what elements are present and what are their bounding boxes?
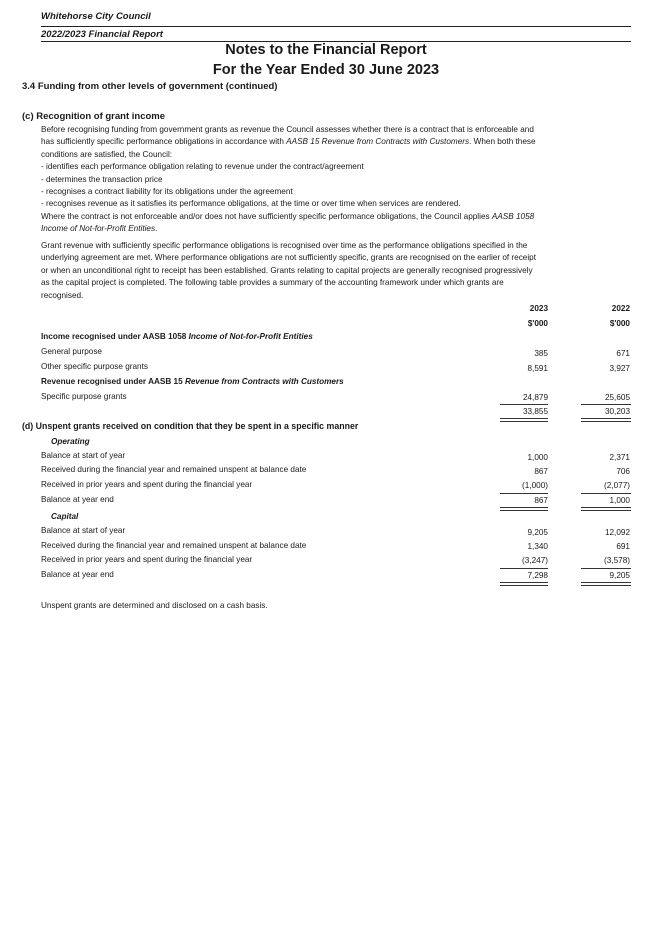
op-spent-label: Received in prior years and spent during the financial year	[41, 480, 253, 489]
cap-received-2022: 691	[616, 542, 630, 551]
total-rule	[581, 507, 631, 511]
general-purpose-label: General purpose	[41, 347, 102, 356]
grant-revenue-paragraph	[41, 240, 631, 302]
op-end-label: Balance at year end	[41, 495, 114, 504]
specific-purpose-2022: 25,605	[604, 393, 630, 402]
text: Revenue recognised under AASB 15	[41, 377, 185, 386]
total-rule	[500, 507, 548, 511]
capital-label: Capital	[51, 512, 79, 521]
other-specific-2023: 8,591	[527, 364, 548, 373]
col-2023-unit: $'000	[527, 319, 548, 328]
subtotal-rule	[581, 404, 631, 405]
general-purpose-2023: 385	[534, 349, 548, 358]
recognition-paragraph	[41, 124, 631, 236]
cap-spent-label: Received in prior years and spent during the financial year	[41, 555, 253, 564]
cap-end-2023: 7,298	[527, 571, 548, 580]
other-specific-2022: 3,927	[609, 364, 630, 373]
para-line: as the capital project is completed. The following table provides a summary of the accounting framework under which grants are	[41, 278, 504, 288]
total-rule	[500, 418, 548, 422]
bullet-item: - recognises a contract liability for its obligations under the agreement	[41, 187, 293, 197]
income-total-2023: 33,855	[522, 407, 548, 416]
subtotal-rule	[500, 568, 548, 569]
income-total-2022: 30,203	[604, 407, 630, 416]
cap-start-label: Balance at start of year	[41, 526, 126, 535]
para-line: or when an unconditional right to receipt has been established. Grants relating to capital projects are generally recognised progressively	[41, 265, 533, 275]
bullet-item: - determines the transaction price	[41, 174, 163, 184]
op-start-2022: 2,371	[609, 453, 630, 462]
standard-reference: AASB 1058	[491, 211, 535, 221]
specific-purpose-2023: 24,879	[522, 393, 548, 402]
bullet-item: - recognises revenue as it satisfies its performance obligations, at the time or over time when services are rendered.	[41, 199, 461, 209]
text: . When both these	[469, 137, 536, 147]
other-specific-label: Other specific purpose grants	[41, 362, 148, 371]
cap-start-2022: 12,092	[604, 528, 630, 537]
text: Income recognised under AASB 1058	[41, 332, 189, 341]
para-line: underlying agreement are met. Where performance obligations are not sufficiently specific, grants are recognised on the earlier of receipt	[41, 253, 536, 263]
para-line: Grant revenue with sufficiently specific performance obligations is recognised over time as the performance obligations specified in the	[41, 241, 528, 250]
para-line	[41, 223, 631, 235]
subsection-d-heading: (d) Unspent grants received on condition that they be spent in a specific manner	[22, 421, 359, 431]
cap-received-2023: 1,340	[527, 542, 548, 551]
op-received-label: Received during the financial year and remained unspent at balance date	[41, 465, 307, 474]
section-title: 3.4 Funding from other levels of government (continued)	[22, 81, 278, 92]
op-spent-2023: (1,000)	[522, 481, 548, 490]
cap-received-label: Received during the financial year and remained unspent at balance date	[41, 541, 307, 550]
para-line: conditions are satisfied, the Council:	[41, 149, 173, 159]
page-title: Notes to the Financial Report	[225, 42, 427, 58]
income-heading	[41, 332, 313, 341]
para-line	[41, 211, 631, 223]
para-line	[41, 136, 631, 148]
subtotal-rule	[500, 404, 548, 405]
header-divider	[41, 26, 631, 27]
para-line: recognised.	[41, 290, 84, 300]
page-subtitle: For the Year Ended 30 June 2023	[212, 62, 440, 78]
subtotal-rule	[581, 493, 631, 494]
operating-label: Operating	[51, 437, 90, 446]
text: Where the contract is not enforceable and/or does not have sufficiently specific performance obligations, the Council applies	[41, 211, 492, 221]
text: has sufficiently specific performance obligations in accordance with	[41, 137, 287, 147]
standard-reference: Revenue from Contracts with Customers	[184, 377, 344, 386]
text: .	[155, 224, 158, 234]
subtotal-rule	[581, 568, 631, 569]
col-2023-year: 2023	[529, 304, 548, 313]
standard-reference: AASB 15 Revenue from Contracts with Customers	[286, 137, 470, 147]
total-rule	[581, 582, 631, 586]
subtotal-rule	[500, 493, 548, 494]
cap-spent-2023: (3,247)	[522, 556, 548, 565]
standard-reference: Income of Not-for-Profit Entities	[41, 224, 156, 234]
council-name: Whitehorse City Council	[41, 11, 151, 22]
op-received-2022: 706	[616, 467, 630, 476]
specific-purpose-label: Specific purpose grants	[41, 392, 127, 401]
total-rule	[500, 582, 548, 586]
standard-reference: Income of Not-for-Profit Entities	[188, 332, 313, 341]
op-start-label: Balance at start of year	[41, 451, 126, 460]
op-spent-2022: (2,077)	[604, 481, 630, 490]
general-purpose-2022: 671	[616, 349, 630, 358]
col-2022-unit: $'000	[609, 319, 630, 328]
op-start-2023: 1,000	[527, 453, 548, 462]
cap-start-2023: 9,205	[527, 528, 548, 537]
op-end-2022: 1,000	[609, 496, 630, 505]
total-rule	[581, 418, 631, 422]
bullet-item: - identifies each performance obligation relating to revenue under the contract/agreement	[41, 162, 364, 172]
cap-end-2022: 9,205	[609, 571, 630, 580]
para-line: Before recognising funding from government grants as revenue the Council assesses whether there is a contract that is enforceable and	[41, 125, 534, 134]
cap-end-label: Balance at year end	[41, 570, 114, 579]
col-2022-year: 2022	[611, 304, 630, 313]
op-received-2023: 867	[534, 467, 548, 476]
revenue-heading	[41, 377, 344, 386]
footnote: Unspent grants are determined and disclosed on a cash basis.	[41, 601, 268, 610]
subsection-c-heading: (c) Recognition of grant income	[22, 111, 166, 122]
cap-spent-2022: (3,578)	[604, 556, 630, 565]
report-name: 2022/2023 Financial Report	[41, 29, 163, 40]
op-end-2023: 867	[534, 496, 548, 505]
